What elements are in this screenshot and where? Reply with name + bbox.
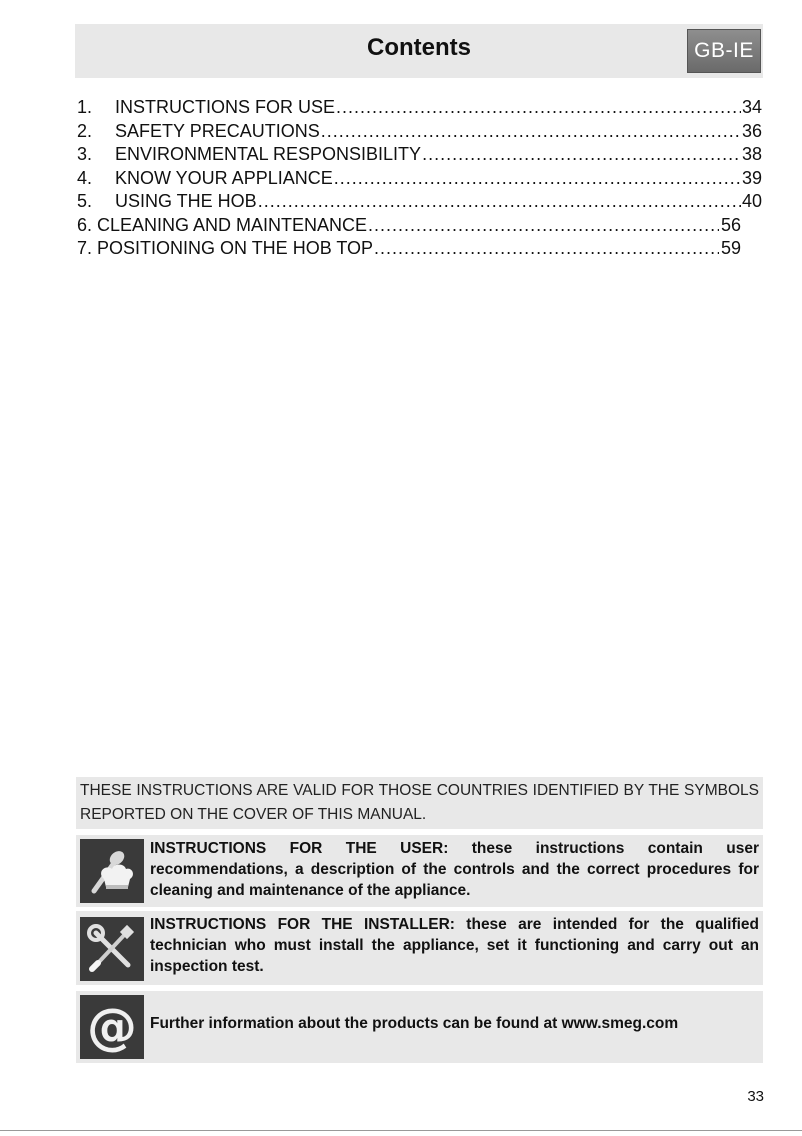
toc-entry-1[interactable] <box>77 96 765 120</box>
toc-entry-title: INSTRUCTIONS FOR USE <box>115 96 336 120</box>
toc-leader-dots <box>258 190 741 214</box>
web-info-text: Further information about the products can be found at www.smeg.com <box>150 1015 679 1032</box>
toc-entry-2[interactable] <box>77 120 765 144</box>
toc-leader-dots <box>422 143 741 167</box>
at-sign-icon: @ <box>80 995 144 1059</box>
wrench-screwdriver-icon <box>80 917 144 981</box>
toc-entry-3[interactable] <box>77 143 765 167</box>
user-instructions-text: INSTRUCTIONS FOR THE USER: these instructions contain user recommendations, a description of the controls and the correct procedures for cleaning and maintenance of the appliance. <box>150 840 759 899</box>
toc-entry-number: 4. <box>77 167 93 188</box>
table-of-contents <box>77 96 765 261</box>
toc-entry-number: 6. <box>77 214 93 235</box>
toc-leader-dots <box>368 214 719 238</box>
toc-leader-dots <box>374 237 719 261</box>
web-info-box <box>76 991 763 1063</box>
toc-entry-number: 1. <box>77 97 93 117</box>
toc-entry-number: 7. <box>77 238 93 258</box>
toc-entry-page: 40 <box>742 191 763 211</box>
toc-entry-title: KNOW YOUR APPLIANCE <box>115 167 334 191</box>
toc-entry-number: 2. <box>77 120 93 141</box>
toc-entry-4[interactable] <box>77 167 765 191</box>
toc-leader-dots <box>321 120 741 144</box>
toc-entry-6[interactable] <box>77 214 765 238</box>
chef-hat-spoon-icon <box>80 839 144 903</box>
toc-entry-5[interactable] <box>77 190 765 214</box>
bottom-divider <box>0 1130 802 1131</box>
installer-instructions-text: INSTRUCTIONS FOR THE INSTALLER: these are intended for the qualified technician who must install the appliance, set it functioning and carry out an inspection test. <box>150 916 759 975</box>
user-instructions-box <box>76 835 763 907</box>
page-title: Contents <box>367 34 471 61</box>
header-bar <box>75 24 763 78</box>
toc-entry-page: 56 <box>721 214 742 235</box>
toc-entry-title: POSITIONING ON THE HOB TOP <box>97 237 374 261</box>
toc-entry-7[interactable] <box>77 237 765 261</box>
toc-entry-title: ENVIRONMENTAL RESPONSIBILITY <box>115 143 422 167</box>
toc-entry-title: USING THE HOB <box>115 190 258 214</box>
toc-entry-title: SAFETY PRECAUTIONS <box>115 120 321 144</box>
toc-entry-number: 3. <box>77 144 93 164</box>
toc-entry-page: 36 <box>742 120 763 141</box>
toc-leader-dots <box>336 96 741 120</box>
region-badge: GB-IE <box>687 29 761 73</box>
toc-entry-page: 34 <box>742 97 763 117</box>
toc-entry-title: CLEANING AND MAINTENANCE <box>97 214 368 238</box>
toc-entry-number: 5. <box>77 191 93 211</box>
toc-entry-page: 38 <box>742 144 763 164</box>
validity-notice: THESE INSTRUCTIONS ARE VALID FOR THOSE COUNTRIES IDENTIFIED BY THE SYMBOLS REPORTED ON THE COVER OF THIS MANUAL. <box>76 777 763 829</box>
toc-leader-dots <box>334 167 741 191</box>
toc-entry-page: 39 <box>742 167 763 188</box>
page-number: 33 <box>747 1088 764 1105</box>
installer-instructions-box <box>76 911 763 985</box>
toc-entry-page: 59 <box>721 238 742 258</box>
